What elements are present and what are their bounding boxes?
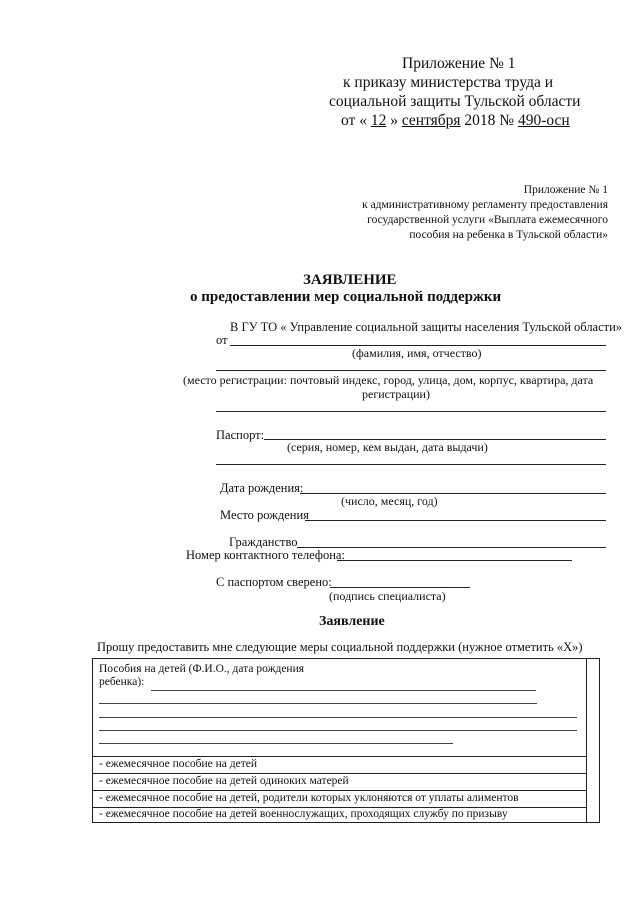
children-label-1: Пособия на детей (Ф.И.О., дата рождения	[99, 663, 305, 675]
children-input-line-4[interactable]	[99, 730, 577, 731]
registration-hint-2: регистрации)	[362, 387, 430, 401]
order-month: сентября	[401, 112, 461, 129]
appendix-order-line-2: к приказу министерства труда и	[343, 74, 554, 91]
order-number-sign: №	[499, 112, 515, 129]
verified-hint: (подпись специалиста)	[329, 589, 446, 603]
citizenship-label: Гражданство	[229, 535, 298, 549]
appendix-order-line-3: социальной защиты Тульской области	[329, 93, 581, 110]
table-row-divider	[93, 756, 586, 757]
phone-label: Номер контактного телефона:	[186, 548, 345, 562]
appendix-regulation-line-1: Приложение № 1	[523, 184, 608, 196]
verified-label: С паспортом сверено:	[216, 575, 332, 589]
benefit-row-3: - ежемесячное пособие на детей, родители которых уклоняются от уплаты алиментов	[99, 792, 519, 804]
children-input-line-5[interactable]	[99, 743, 453, 744]
table-row-divider	[93, 790, 586, 791]
specialist-signature-line[interactable]	[330, 587, 470, 588]
statement-intro: Прошу предоставить мне следующие меры социальной поддержки (нужное отметить «Х»)	[97, 640, 583, 654]
benefits-table	[92, 658, 600, 823]
children-input-line-1[interactable]	[151, 690, 536, 691]
passport-input-line-2[interactable]	[216, 464, 606, 465]
children-label-2: ребенка):	[99, 676, 145, 688]
registration-input-line-1[interactable]	[216, 370, 606, 371]
benefit-row-3-checkbox[interactable]	[587, 790, 600, 807]
benefit-row-2-checkbox[interactable]	[587, 773, 600, 790]
passport-label: Паспорт:	[216, 428, 265, 442]
fio-hint: (фамилия, имя, отчество)	[352, 346, 482, 360]
document-subtitle: о предоставлении мер социальной поддержки	[190, 289, 502, 305]
registration-hint-1: (место регистрации: почтовый индекс, город, улица, дом, корпус, квартира, дата	[183, 373, 594, 387]
appendix-order-date-line	[341, 111, 570, 131]
benefit-row-2: - ежемесячное пособие на детей одиноких матерей	[99, 775, 349, 787]
birth-place-label: Место рождения	[220, 508, 309, 522]
order-year: 2018	[464, 112, 496, 129]
birth-date-label: Дата рождения:	[220, 481, 304, 495]
children-input-line-2[interactable]	[99, 703, 537, 704]
appendix-regulation-line-4: пособия на ребенка в Тульской области»	[409, 229, 608, 241]
benefit-row-1: - ежемесячное пособие на детей	[99, 758, 257, 770]
order-number: 490-осн	[517, 112, 570, 129]
document-title: ЗАЯВЛЕНИЕ	[303, 272, 397, 288]
from-label: от	[216, 333, 228, 347]
appendix-regulation-line-3: государственной услуги «Выплата ежемесячного	[367, 214, 608, 226]
statement-heading: Заявление	[319, 614, 385, 629]
phone-input-line[interactable]	[337, 560, 572, 561]
table-row-divider	[93, 773, 586, 774]
registration-input-line-2[interactable]	[216, 411, 606, 412]
order-date-mid: »	[390, 112, 398, 129]
benefit-row-1-checkbox[interactable]	[587, 756, 600, 773]
appendix-order-line-1: Приложение № 1	[402, 55, 516, 72]
children-input-line-3[interactable]	[99, 717, 577, 718]
appendix-regulation-line-2: к административному регламенту предоставления	[362, 199, 608, 211]
benefit-row-4-checkbox[interactable]	[587, 807, 600, 823]
passport-hint: (серия, номер, кем выдан, дата выдачи)	[287, 440, 488, 454]
order-day: 12	[370, 112, 387, 129]
benefit-row-4: - ежемесячное пособие на детей военнослужащих, проходящих службу по призыву	[99, 808, 508, 820]
birth-place-input-line[interactable]	[305, 520, 606, 521]
birth-date-hint: (число, месяц, год)	[341, 494, 438, 508]
addressee-line: В ГУ ТО « Управление социальной защиты населения Тульской области»	[230, 320, 623, 334]
order-date-prefix: от «	[341, 112, 367, 129]
